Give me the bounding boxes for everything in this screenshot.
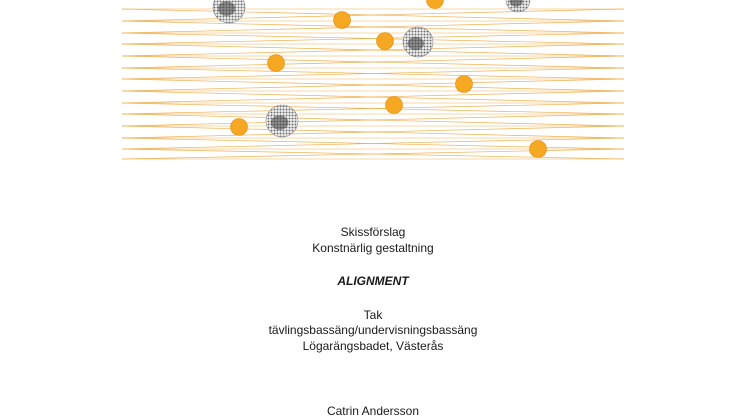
photo-collage-circles	[213, 0, 530, 137]
orange-dot	[231, 119, 248, 136]
orange-dot	[530, 141, 547, 158]
orange-dot	[386, 97, 403, 114]
artwork-illustration	[0, 0, 746, 200]
project-title: ALIGNMENT	[337, 274, 409, 288]
photo-collage-icon	[266, 105, 298, 137]
subtitle-sketch-proposal: Skissförslag	[340, 225, 406, 239]
photo-collage-icon	[213, 0, 245, 23]
author-name: Catrin Andersson	[326, 404, 420, 418]
orange-dot	[334, 12, 351, 29]
location-roof: Tak	[363, 308, 383, 322]
orange-dot	[268, 55, 285, 72]
photo-collage-icon	[403, 27, 433, 57]
photo-collage-icon	[506, 0, 530, 12]
orange-dot	[456, 76, 473, 93]
location-venue: Lögarängsbadet, Västerås	[302, 339, 444, 353]
location-pools: tävlingsbassäng/undervisningsbassäng	[268, 323, 478, 337]
orange-dot	[377, 33, 394, 50]
crossing-lines	[122, 9, 624, 159]
subtitle-artistic-design: Konstnärlig gestaltning	[312, 241, 434, 255]
orange-dot	[427, 0, 444, 9]
